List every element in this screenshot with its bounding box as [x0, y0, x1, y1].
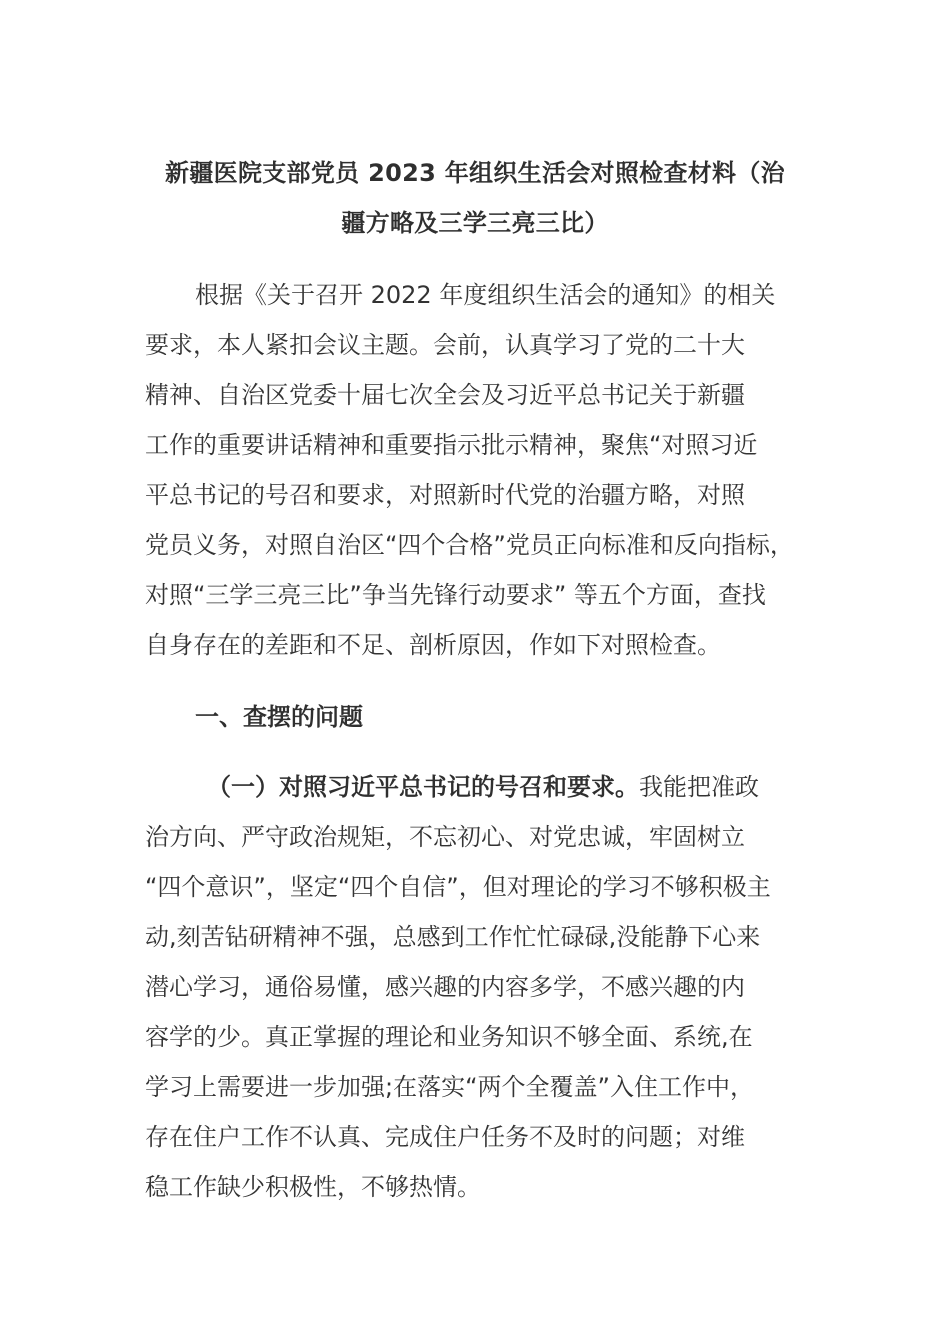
paragraph-line: “四个意识”，坚定“四个自信”，但对理论的学习不够积极主 — [145, 873, 771, 901]
paragraph-line: 潜心学习，通俗易懂，感兴趣的内容多学，不感兴趣的内 — [145, 973, 745, 1001]
paragraph-line: 稳工作缺少积极性，不够热情。 — [145, 1173, 481, 1201]
paragraph-line: 存在住户工作不认真、完成住户任务不及时的问题；对维 — [145, 1123, 745, 1151]
subsection-heading: （一）对照习近平总书记的号召和要求。 — [207, 773, 639, 801]
paragraph-line: 对照“三学三亮三比”争当先锋行动要求” 等五个方面，查找 — [145, 581, 766, 609]
paragraph-line: 党员义务，对照自治区“四个合格”党员正向标准和反向指标， — [145, 531, 794, 559]
section-heading: 一、查摆的问题 — [195, 703, 363, 731]
paragraph-line: 工作的重要讲话精神和重要指示批示精神，聚焦“对照习近 — [145, 431, 758, 459]
paragraph-first-line — [145, 762, 835, 812]
paragraph-line: 容学的少。真正掌握的理论和业务知识不够全面、系统,在 — [145, 1023, 753, 1051]
paragraph-line: 治方向、严守政治规矩，不忘初心、对党忠诚，牢固树立 — [145, 823, 745, 851]
paragraph-line: 自身存在的差距和不足、剖析原因，作如下对照检查。 — [145, 631, 721, 659]
paragraph-line: 平总书记的号召和要求，对照新时代党的治疆方略，对照 — [145, 481, 745, 509]
paragraph-line: 要求，本人紧扣会议主题。会前，认真学习了党的二十大 — [145, 331, 745, 359]
paragraph-line: 精神、自治区党委十届七次全会及习近平总书记关于新疆 — [145, 381, 745, 409]
paragraph-line-rest: 我能把准政 — [639, 773, 759, 801]
document-title — [140, 148, 810, 248]
paragraph-line: 动,刻苦钻研精神不强，总感到工作忙忙碌碌,没能静下心来 — [145, 923, 761, 951]
paragraph-line: 学习上需要进一步加强;在落实“两个全覆盖”入住工作中， — [145, 1073, 754, 1101]
title-line: 疆方略及三学三亮三比） — [341, 209, 609, 237]
title-line: 新疆医院支部党员 2023 年组织生活会对照检查材料（治 — [165, 159, 785, 187]
paragraph-line: 根据《关于召开 2022 年度组织生活会的通知》的相关 — [195, 281, 776, 309]
paragraph-intro — [145, 270, 835, 670]
paragraph-subsection-1 — [145, 762, 835, 1212]
